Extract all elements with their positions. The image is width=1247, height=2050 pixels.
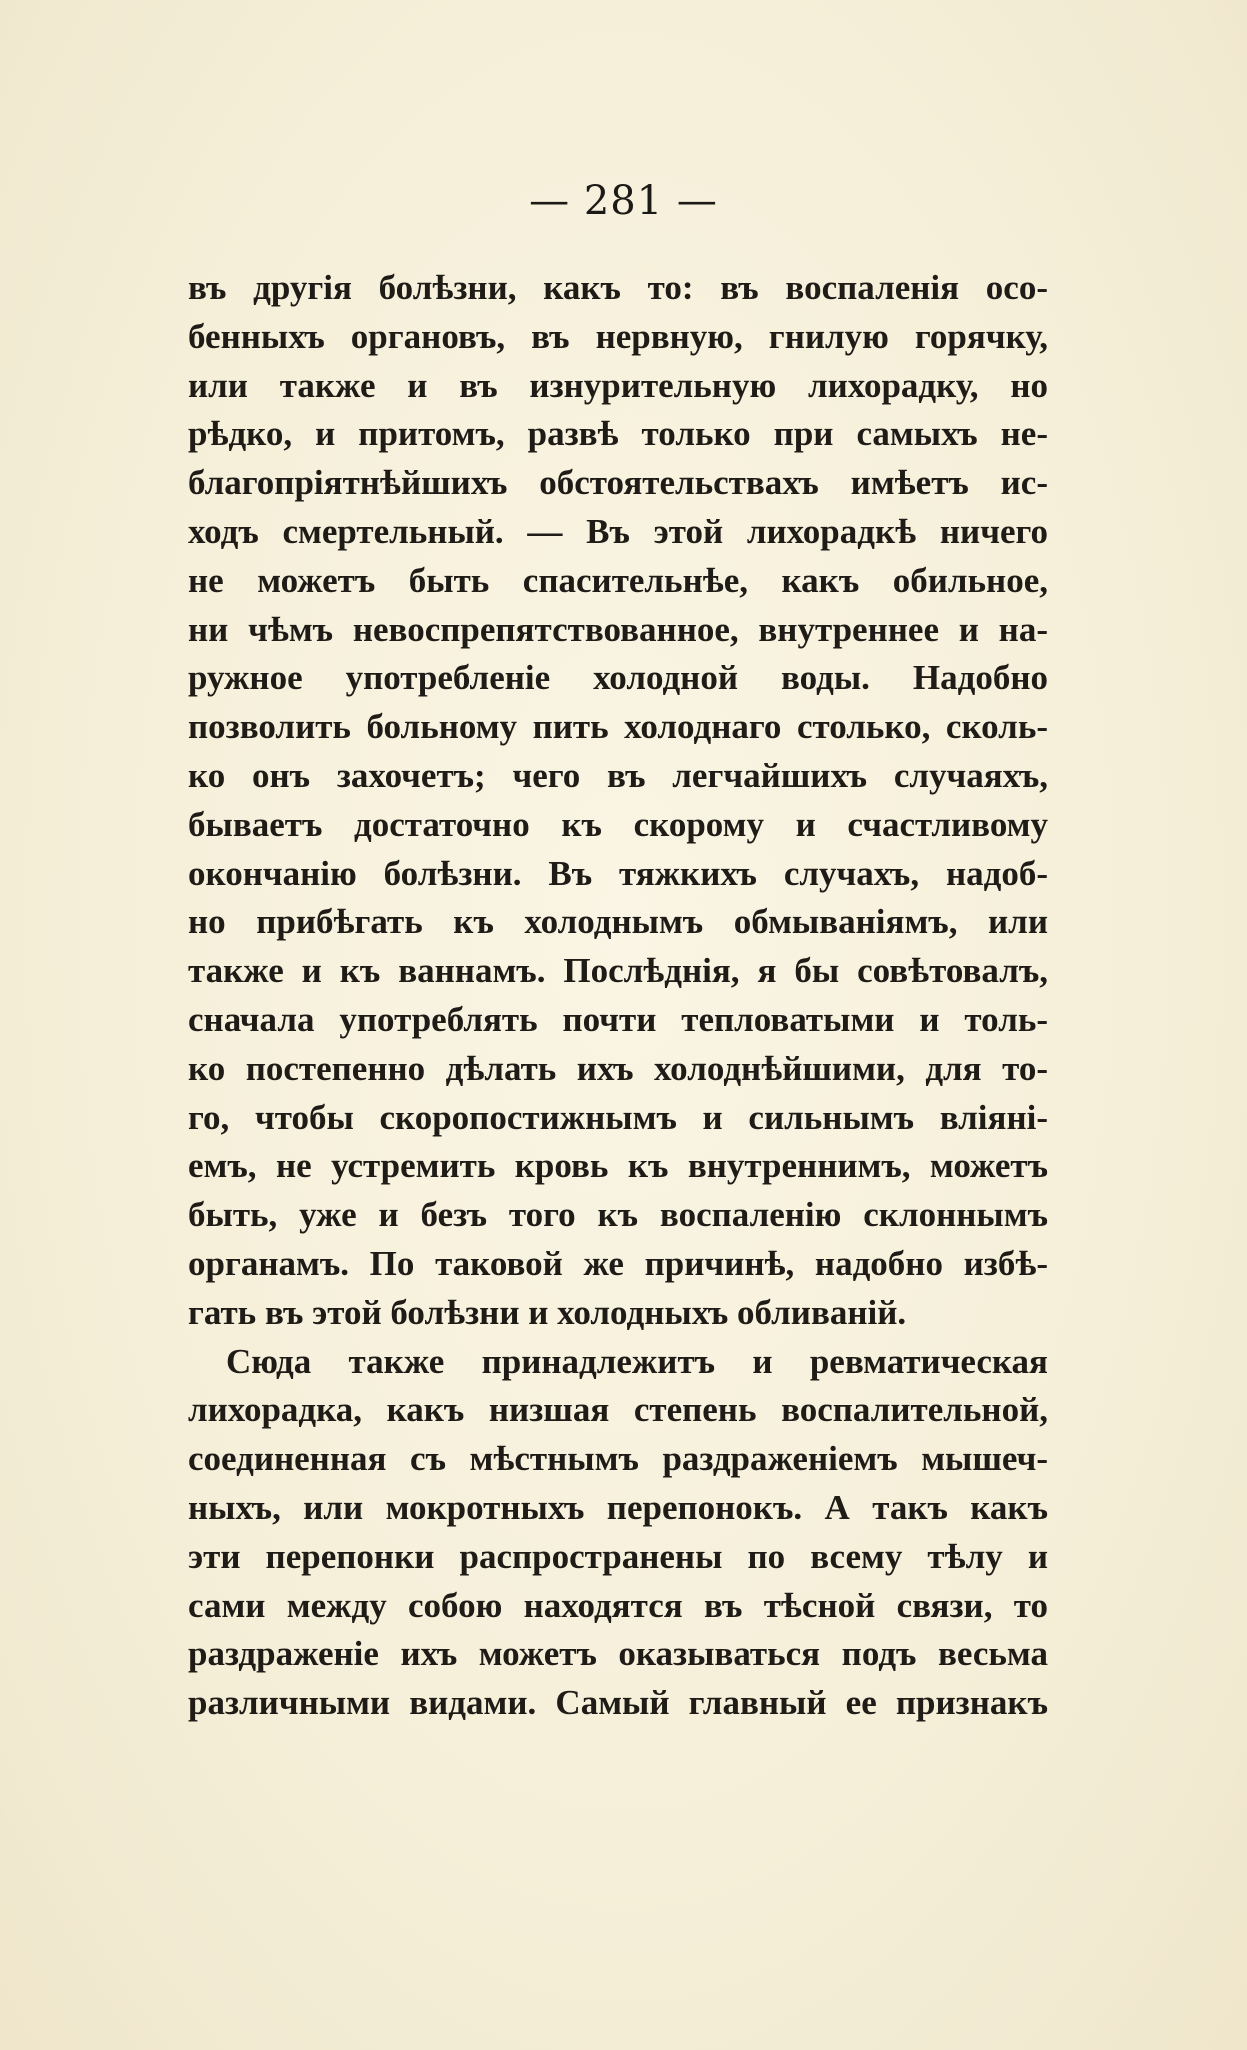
paragraph-1 — [188, 264, 1048, 1338]
text-line: благопріятнѣйшихъ обстоятельствахъ имѣетъ ис- — [188, 463, 1048, 503]
text-line: сами между собою находятся въ тѣсной связи, то — [188, 1585, 1048, 1625]
text-line: въ другія болѣзни, какъ то: въ воспаленія осо- — [188, 268, 1048, 307]
text-line: бываетъ достаточно къ скорому и счастливому — [188, 804, 1048, 844]
text-line: соединенная съ мѣстнымъ раздраженіемъ мышеч- — [188, 1439, 1048, 1479]
text-line: также и къ ваннамъ. Послѣднія, я бы совѣтовалъ, — [188, 951, 1048, 991]
text-line: ни чѣмъ невоспрепятствованное, внутреннее и на- — [188, 609, 1048, 649]
text-line: рѣдко, и притомъ, развѣ только при самыхъ не- — [188, 414, 1048, 454]
text-line: лихорадка, какъ низшая степень воспалительной, — [188, 1390, 1048, 1430]
text-line: быть, уже и безъ того къ воспаленію склоннымъ — [188, 1195, 1048, 1235]
text-line: или также и въ изнурительную лихорадку, но — [188, 365, 1048, 405]
text-line: окончанію болѣзни. Въ тяжкихъ случахъ, надоб- — [188, 853, 1048, 893]
text-line: ныхъ, или мокротныхъ перепонокъ. А такъ какъ — [188, 1487, 1048, 1527]
text-line: го, чтобы скоропостижнымъ и сильнымъ вліяні- — [188, 1097, 1048, 1137]
text-line: ко онъ захочетъ; чего въ легчайшихъ случаяхъ, — [188, 755, 1048, 795]
text-line: раздраженіе ихъ можетъ оказываться подъ весьма — [188, 1634, 1048, 1674]
text-line: ходъ смертельный. — Въ этой лихорадкѣ ничего — [188, 511, 1048, 551]
body-text — [188, 264, 1048, 1728]
text-line: ружное употребленіе холодной воды. Надобно — [188, 658, 1048, 698]
text-line: сначала употреблять почти тепловатыми и толь- — [188, 999, 1048, 1039]
text-line: но прибѣгать къ холоднымъ обмываніямъ, или — [188, 902, 1048, 942]
text-line: органамъ. По таковой же причинѣ, надобно избѣ- — [188, 1243, 1048, 1283]
text-line: Сюда также принадлежитъ и ревматическая — [226, 1341, 1048, 1381]
paragraph-2 — [188, 1338, 1048, 1728]
text-line: гать въ этой болѣзни и холодныхъ обливаній. — [188, 1292, 907, 1332]
text-line: не можетъ быть спасительнѣе, какъ обильное, — [188, 560, 1048, 600]
page-number-header: — 281 — — [529, 178, 718, 224]
text-line: позволить больному пить холоднаго столько, сколь- — [188, 707, 1048, 747]
text-line: эти перепонки распространены по всему тѣлу и — [188, 1536, 1048, 1576]
text-line: емъ, не устремить кровь къ внутреннимъ, можетъ — [188, 1146, 1048, 1186]
text-line: различными видами. Самый главный ее признакъ — [188, 1683, 1048, 1723]
text-line: ко постепенно дѣлать ихъ холоднѣйшими, для то- — [188, 1048, 1048, 1088]
text-line: бенныхъ органовъ, въ нервную, гнилую горячку, — [188, 316, 1048, 356]
